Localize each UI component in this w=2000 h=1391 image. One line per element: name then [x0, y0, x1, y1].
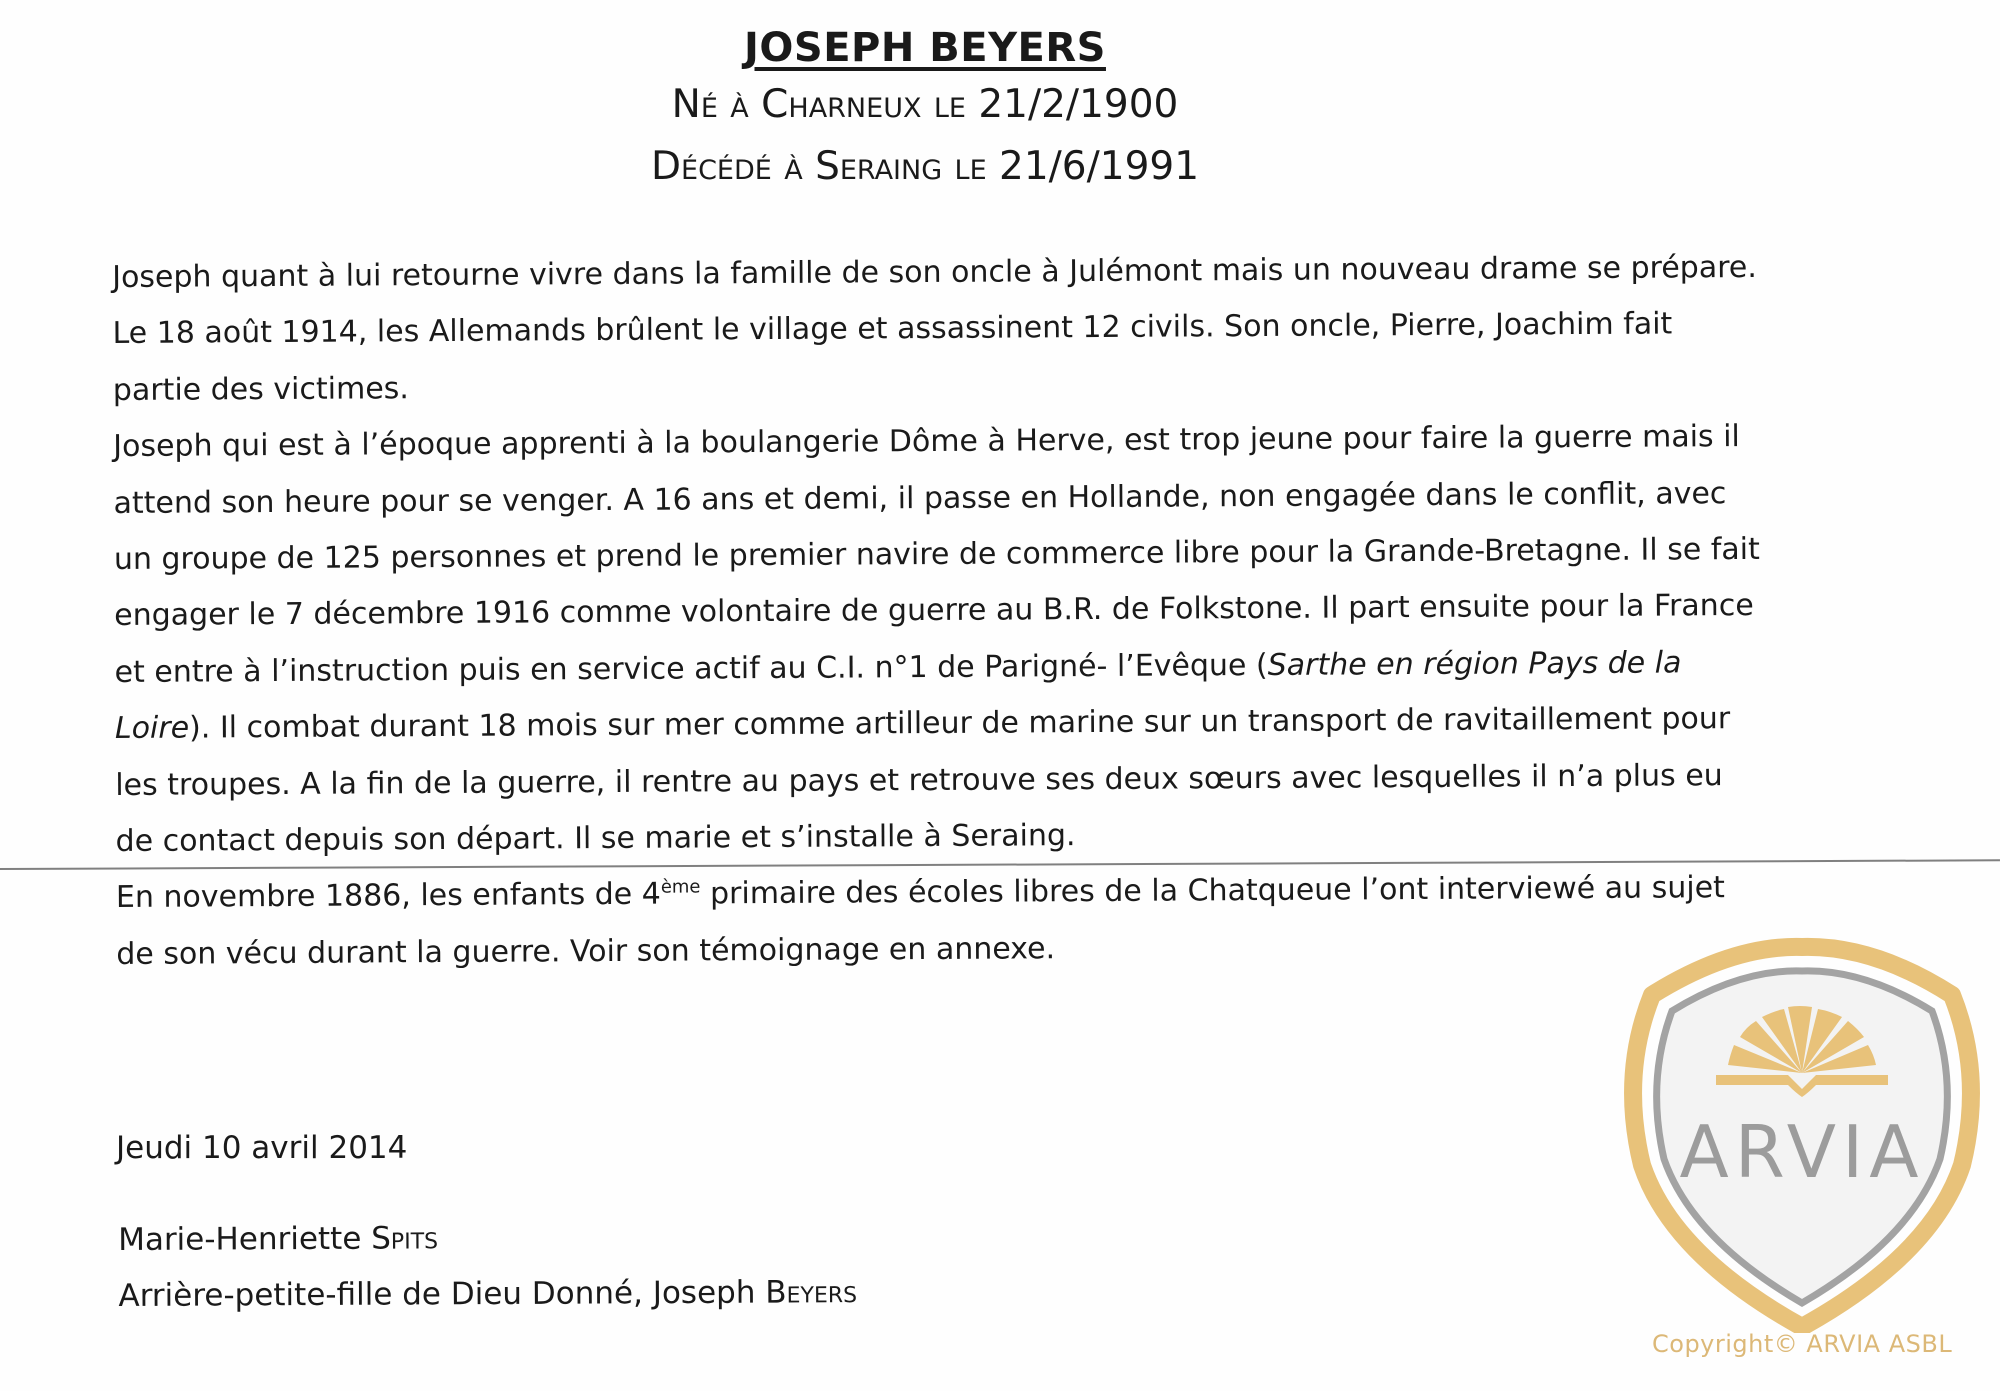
document-header — [0, 22, 1850, 198]
paragraph-3-superscript: ème — [660, 876, 701, 899]
biography-text — [112, 240, 1766, 983]
author-first-name: Marie-Henriette — [118, 1220, 372, 1258]
arvia-shield-logo — [1612, 925, 1992, 1333]
paragraph-2 — [113, 409, 1766, 870]
paragraph-2-end: ). Il combat durant 18 mois sur mer comme artilleur de marine sur un transport de ravitaillement pour les troupes. A la fin de la guerre, il rentre au pays et retrouve ses deux sœurs avec lesquelles il n’a plus eu de contact depuis son départ. Il se marie et s’installe à Seraing. — [115, 701, 1731, 860]
paragraph-3-end: primaire des écoles libres de la Chatqueue l’ont interviewé au sujet de son vécu durant la guerre. Voir son témoignage en annexe. — [116, 870, 1725, 972]
paragraph-3-start: En novembre 1886, les enfants de 4 — [115, 877, 661, 916]
paragraph-3 — [116, 860, 1767, 983]
paragraph-2-italic: Sarthe en région Pays de la Loire — [114, 645, 1682, 747]
copyright-notice: Copyright© ARVIA ASBL — [1652, 1330, 1953, 1358]
author-line — [118, 1208, 857, 1268]
relation-last-name: Beyers — [765, 1274, 858, 1311]
relation-line — [118, 1264, 857, 1324]
death-line: Décédé à Seraing le 21/6/1991 — [650, 144, 1200, 189]
signature-block — [118, 1208, 857, 1324]
arvia-logo-text: ARVIA — [1679, 1110, 1925, 1194]
person-name-title: JOSEPH BEYERS — [744, 25, 1106, 71]
paragraph-2-start: Joseph qui est à l’époque apprenti à la boulangerie Dôme à Herve, est trop jeune pour faire la guerre mais il attend son heure pour se venger. A 16 ans et demi, il passe en Hollande, non engagée dans le conflit, avec un groupe de 125 personnes et prend le premier navire de commerce libre pour la Grande-Bretagne. Il se fait engager le 7 décembre 1916 comme volontaire de guerre au B.R. de Folkstone. Il part ensuite pour la France et entre à l’instruction puis en service actif au C.I. n°1 de Parigné- l’Evêque ( — [113, 419, 1760, 690]
author-last-name: Spits — [371, 1220, 439, 1257]
birth-line: Né à Charneux le 21/2/1900 — [671, 82, 1179, 127]
paragraph-1: Joseph quant à lui retourne vivre dans la famille de son oncle à Julémont mais un nouveau drame se prépare. Le 18 août 1914, les Allemands brûlent le village et assassinent 12 civils. Son oncle, Pierre, Joachim fait partie des victimes. — [112, 249, 1757, 408]
relation-text: Arrière-petite-fille de Dieu Donné, Joseph — [118, 1274, 766, 1314]
document-date: Jeudi 10 avril 2014 — [116, 1130, 408, 1166]
